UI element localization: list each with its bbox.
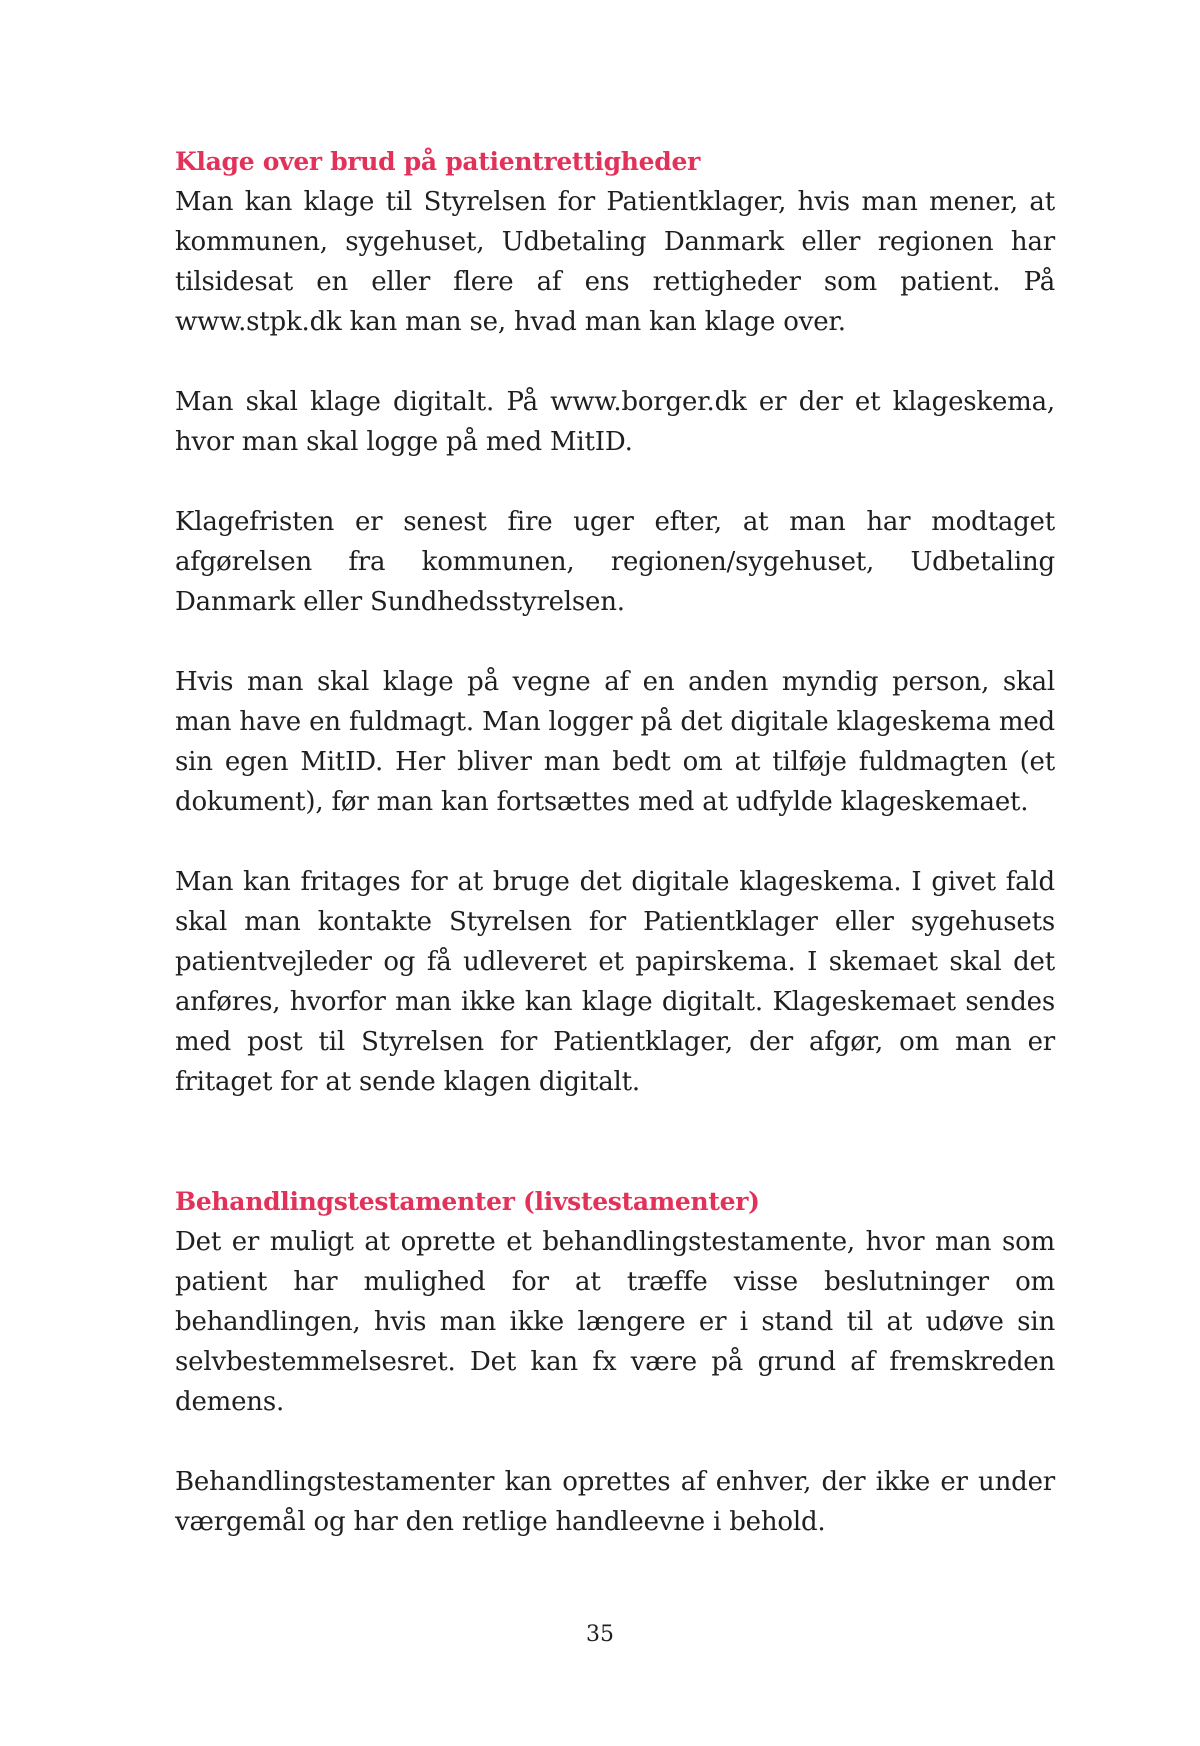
section-patient-rights-complaints	[175, 142, 1055, 1102]
page-number: 35	[586, 1622, 614, 1647]
paragraph: Man kan fritages for at bruge det digitale klageskema. I givet fald skal man kontakte Styrelsen for Patientklager eller sygehusets patientvejleder og få udleveret et papirskema. I skemaet skal det anføres, hvorfor man ikke kan klage digitalt. Klageskemaet sendes med post til Styrelsen for Patientklager, der afgør, om man er fritaget for at sende klagen digitalt.	[175, 867, 1055, 1097]
paragraph: Man kan klage til Styrelsen for Patientklager, hvis man mener, at kommunen, sygehuset, Udbetaling Danmark eller regionen har tilsidesat en eller flere af ens rettigheder som patient. På www.stpk.dk kan man se, hvad man kan klage over.	[175, 187, 1055, 337]
section-heading: Klage over brud på patientrettigheder	[175, 147, 700, 176]
document-page	[175, 142, 1055, 1542]
section-treatment-testaments	[175, 1182, 1055, 1542]
paragraph: Behandlingstestamenter kan oprettes af enhver, der ikke er under værgemål og har den retlige handleevne i behold.	[175, 1467, 1055, 1537]
paragraph: Man skal klage digitalt. På www.borger.dk er der et klageskema, hvor man skal logge på med MitID.	[175, 387, 1055, 457]
section-heading: Behandlingstestamenter (livstestamenter)	[175, 1187, 760, 1216]
paragraph: Det er muligt at oprette et behandlingstestamente, hvor man som patient har mulighed for at træffe visse beslutninger om behandlingen, hvis man ikke længere er i stand til at udøve sin selvbestemmelsesret. Det kan fx være på grund af fremskreden demens.	[175, 1227, 1055, 1417]
paragraph: Klagefristen er senest fire uger efter, at man har modtaget afgørelsen fra kommunen, regionen/sygehuset, Udbetaling Danmark eller Sundhedsstyrelsen.	[175, 507, 1055, 617]
paragraph: Hvis man skal klage på vegne af en anden myndig person, skal man have en fuldmagt. Man logger på det digitale klageskema med sin egen MitID. Her bliver man bedt om at tilføje fuldmagten (et dokument), før man kan fortsættes med at udfylde klageskemaet.	[175, 667, 1055, 817]
